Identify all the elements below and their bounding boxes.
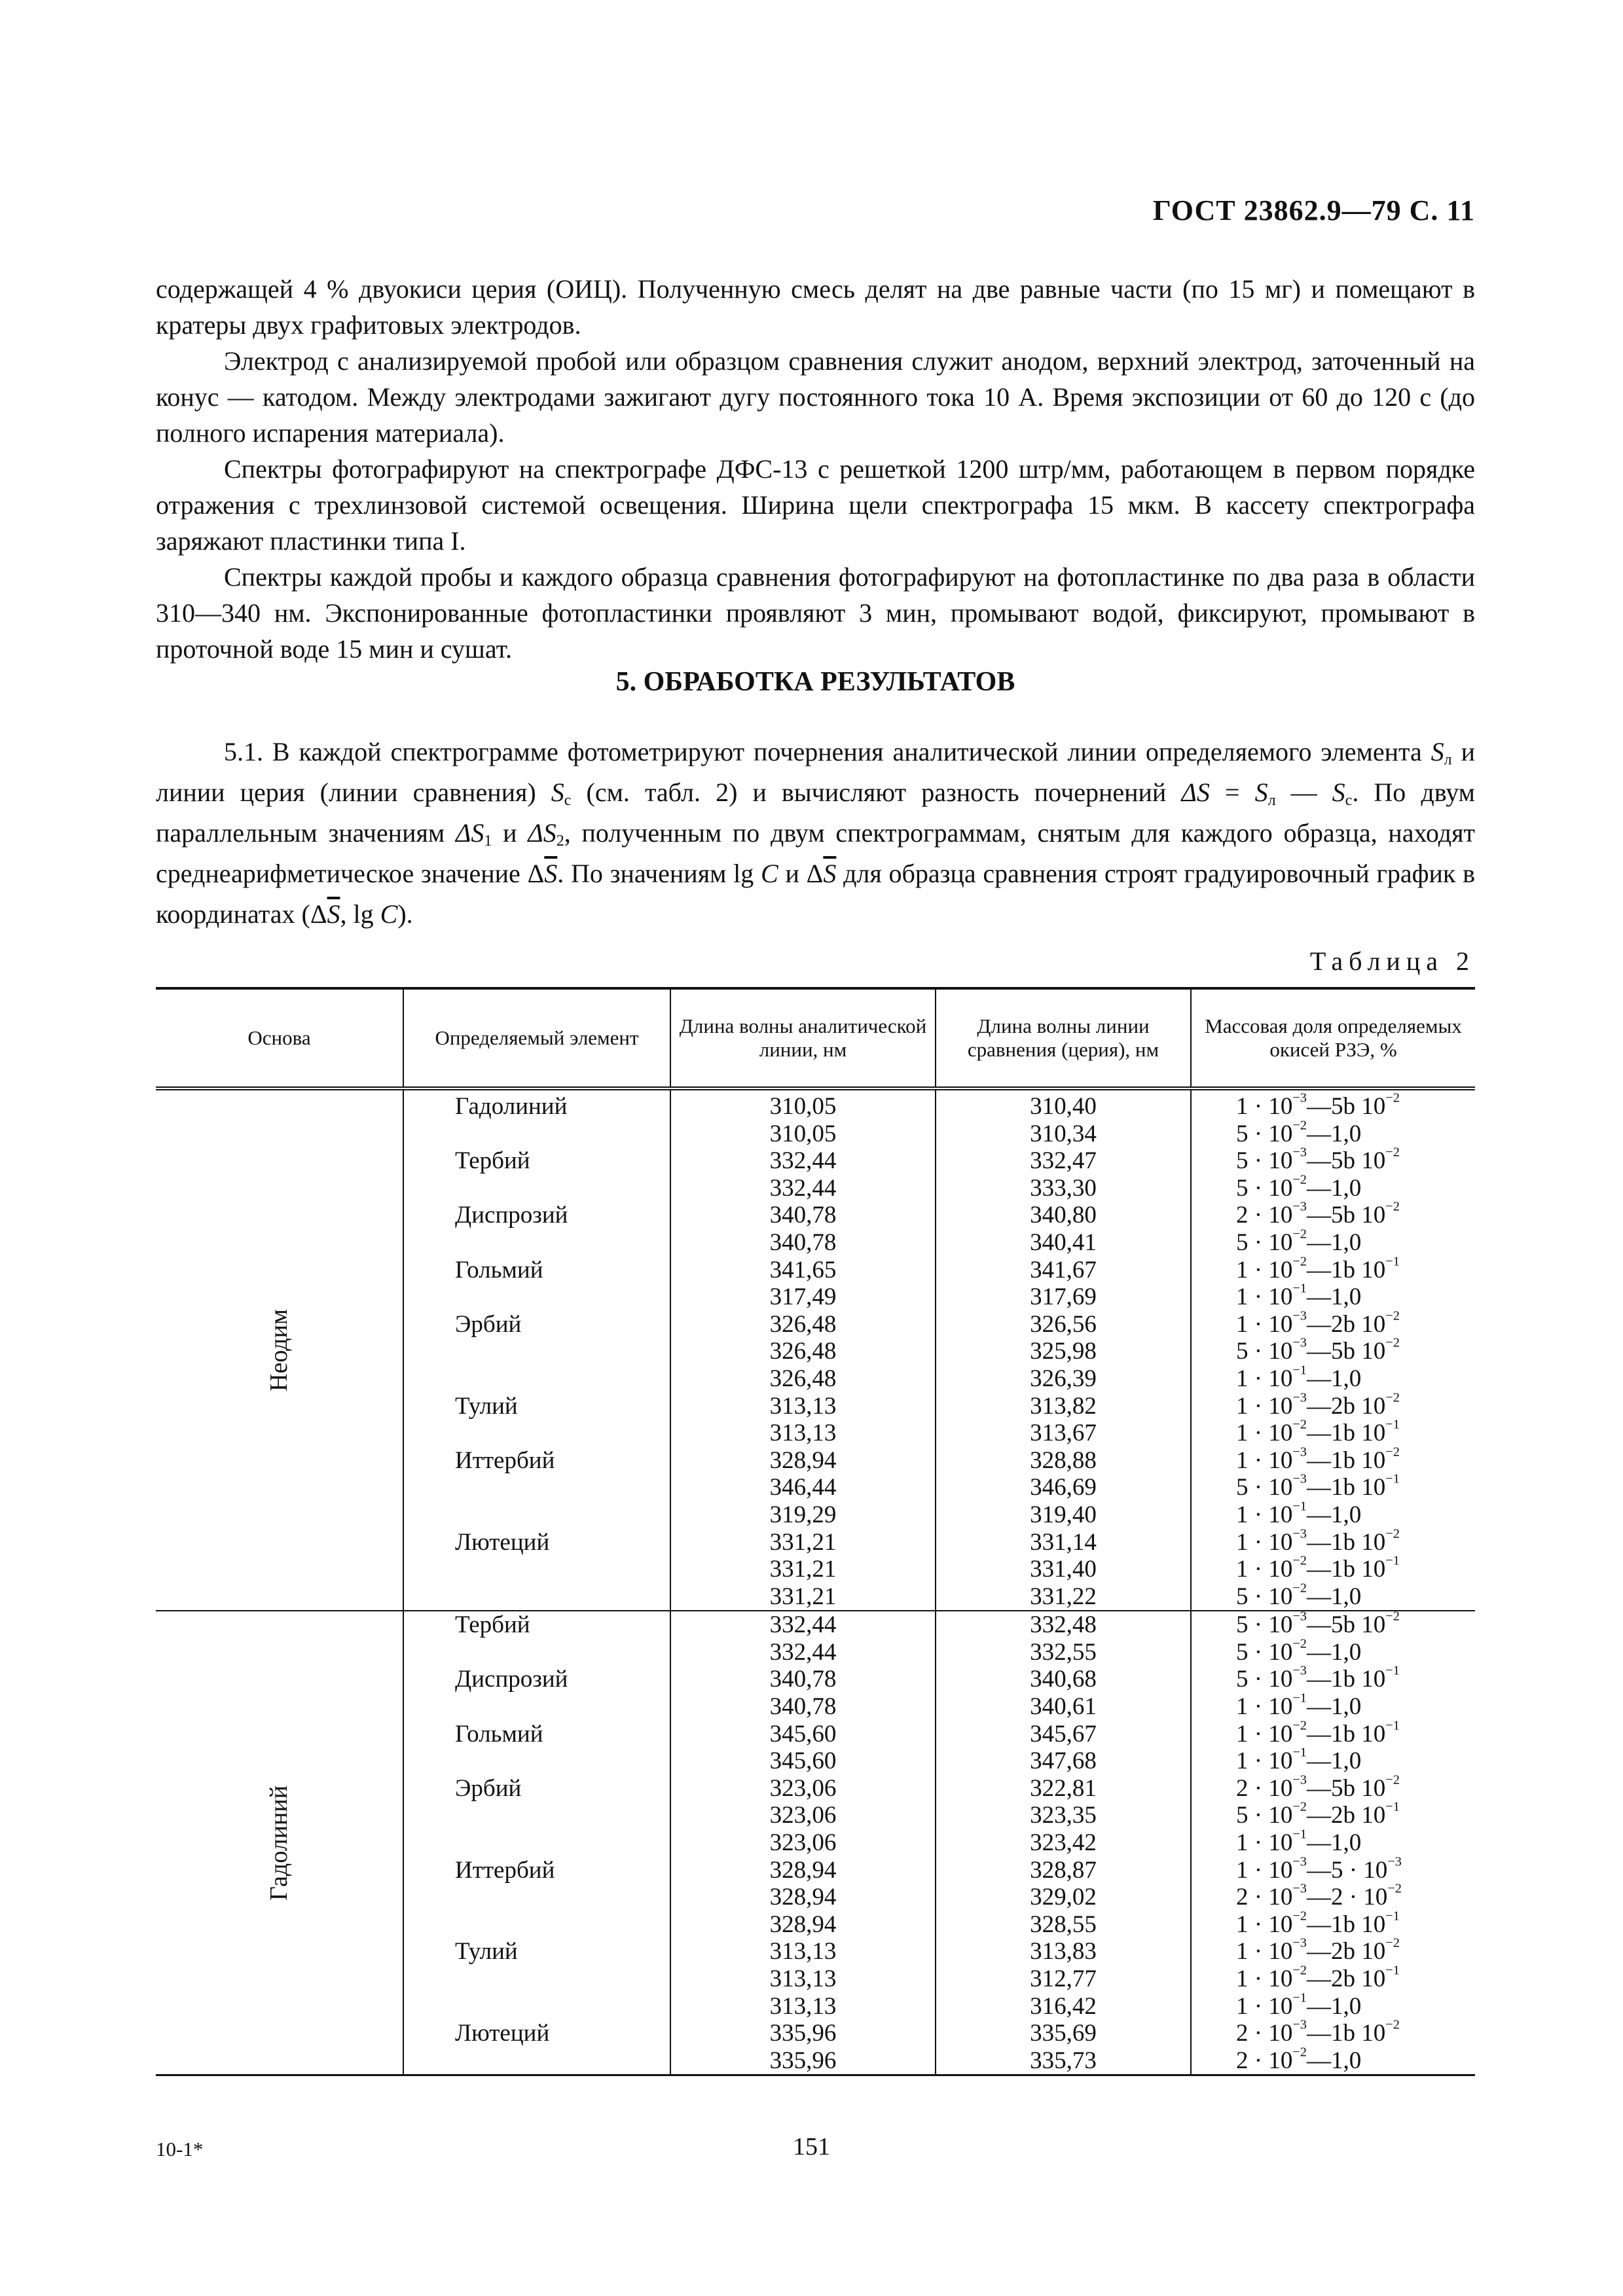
analytic-wavelength-column bbox=[670, 1611, 936, 2075]
mass-fraction: $1 \cdot 10^{-1}—1,0$ bbox=[1236, 1745, 1362, 1775]
reference-wavelength: 316,42 bbox=[1030, 1992, 1097, 2020]
analytic-wavelength: 328,94 bbox=[769, 1446, 837, 1474]
element-name bbox=[404, 1121, 670, 1148]
analytic-wavelength: 313,13 bbox=[769, 1420, 837, 1447]
base-cell bbox=[156, 1611, 403, 2075]
reference-wavelength: 322,81 bbox=[1030, 1774, 1097, 1802]
element-name bbox=[404, 1583, 670, 1611]
analytic-wavelength: 323,06 bbox=[769, 1829, 837, 1857]
element-name bbox=[404, 1748, 670, 1775]
table-header-row bbox=[156, 988, 1475, 1088]
table-caption: Таблица 2 bbox=[1309, 946, 1475, 976]
section-title: 5. ОБРАБОТКА РЕЗУЛЬТАТОВ bbox=[615, 667, 1015, 697]
analytic-wavelength-column bbox=[670, 1088, 936, 1611]
reference-wavelength: 317,69 bbox=[1030, 1283, 1097, 1311]
mass-fraction: $1 \cdot 10^{-3}—2b$ $10^{-2}$ bbox=[1236, 1308, 1400, 1338]
base-cell bbox=[156, 1088, 403, 1611]
element-name bbox=[404, 1175, 670, 1202]
analytic-wavelength: 313,13 bbox=[769, 1938, 837, 1965]
paragraph: Спектры фотографируют на спектрографе ДФС-13 с решеткой 1200 штр/мм, работающем в первом порядке отражения с трехлинзовой системой освещения. Ширина щели спектрографа 15 мкм. В кассету спектрографа заряжают пластинки типа I. bbox=[156, 454, 1475, 556]
element-name bbox=[404, 1829, 670, 1857]
element-name bbox=[404, 1283, 670, 1311]
element-name: Эрбий bbox=[455, 1774, 522, 1802]
analytic-wavelength: 345,60 bbox=[769, 1720, 837, 1748]
paragraph: Спектры каждой пробы и каждого образца сравнения фотографируют на фотопластинке по два раза в области 310—340 нм. Экспонированные фотопластинки проявляют 3 мин, промывают водой, фиксируют, промывают в проточной воде 15 мин и сушат. bbox=[156, 562, 1475, 664]
delta-s-bar: $\Delta\overline{S}$ bbox=[806, 859, 837, 888]
element-name: Гольмий bbox=[455, 1720, 543, 1748]
element-name bbox=[404, 1884, 670, 1911]
page-number: 151 bbox=[793, 2133, 830, 2161]
analytic-wavelength: 326,48 bbox=[769, 1365, 837, 1392]
mass-fraction: $1 \cdot 10^{-2}—1b$ $10^{-1}$ bbox=[1236, 1254, 1400, 1283]
mass-fraction: $1 \cdot 10^{-1}—1,0$ bbox=[1236, 1990, 1362, 2020]
mass-fraction: $1 \cdot 10^{-2}—1b$ $10^{-1}$ bbox=[1236, 1553, 1400, 1583]
mass-fraction: $1 \cdot 10^{-2}—1b$ $10^{-1}$ bbox=[1236, 1909, 1400, 1938]
mass-fraction: $1 \cdot 10^{-2}—1b$ $10^{-1}$ bbox=[1236, 1417, 1400, 1447]
mass-fraction: $5 \cdot 10^{-3}—1b$ $10^{-1}$ bbox=[1236, 1472, 1400, 1501]
header-mass-fraction: Массовая доля определяемых окисей РЗЭ, % bbox=[1191, 988, 1475, 1088]
element-name bbox=[404, 1229, 670, 1257]
analytic-wavelength: 328,94 bbox=[769, 1910, 837, 1938]
element-name: Тербий bbox=[455, 1147, 530, 1175]
reference-wavelength: 326,39 bbox=[1030, 1365, 1097, 1392]
reference-wavelength: 335,69 bbox=[1030, 2020, 1097, 2047]
reference-wavelength: 331,40 bbox=[1030, 1556, 1097, 1583]
mass-fraction: $5 \cdot 10^{-3}—5b$ $10^{-2}$ bbox=[1236, 1145, 1400, 1175]
analytic-wavelength: 340,78 bbox=[769, 1229, 837, 1256]
analytic-wavelength: 328,94 bbox=[769, 1856, 837, 1884]
element-name: Гольмий bbox=[455, 1256, 543, 1283]
reference-wavelength: 312,77 bbox=[1030, 1965, 1097, 1992]
mass-fraction: $5 \cdot 10^{-2}—1,0$ bbox=[1236, 1118, 1362, 1147]
mass-fraction: $2 \cdot 10^{-3}—5b$ $10^{-2}$ bbox=[1236, 1772, 1400, 1802]
delta-s-bar: $\Delta\overline{S}$ bbox=[527, 859, 558, 888]
element-name-column bbox=[403, 1611, 670, 2075]
reference-wavelength: 341,67 bbox=[1030, 1256, 1097, 1283]
mass-fraction: $1 \cdot 10^{-1}—1,0$ bbox=[1236, 1691, 1362, 1721]
mass-fraction: $1 \cdot 10^{-2}—2b$ $10^{-1}$ bbox=[1236, 1963, 1400, 1992]
element-name bbox=[404, 1965, 670, 1993]
reference-wavelength: 340,68 bbox=[1030, 1666, 1097, 1693]
data-table bbox=[156, 987, 1475, 2076]
analytic-wavelength: 331,21 bbox=[769, 1528, 837, 1556]
element-name: Диспрозий bbox=[455, 1666, 568, 1693]
reference-wavelength: 313,82 bbox=[1030, 1392, 1097, 1420]
element-name: Иттербий bbox=[455, 1856, 555, 1884]
mass-fraction: $1 \cdot 10^{-1}—1,0$ bbox=[1236, 1499, 1362, 1528]
analytic-wavelength: 345,60 bbox=[769, 1748, 837, 1775]
mass-fraction: $5 \cdot 10^{-3}—1b$ $10^{-1}$ bbox=[1236, 1664, 1400, 1693]
analytic-wavelength: 332,44 bbox=[769, 1611, 837, 1639]
element-name: Эрбий bbox=[455, 1310, 522, 1338]
mass-fraction: $5 \cdot 10^{-2}—1,0$ bbox=[1236, 1227, 1362, 1256]
reference-wavelength: 340,80 bbox=[1030, 1202, 1097, 1229]
analytic-wavelength: 332,44 bbox=[769, 1174, 837, 1202]
body-text bbox=[156, 271, 1475, 667]
element-name bbox=[404, 1802, 670, 1829]
element-name: Лютеций bbox=[455, 2020, 550, 2047]
analytic-wavelength: 319,29 bbox=[769, 1501, 837, 1528]
delta-s-bar: $\Delta\overline{S}$ bbox=[310, 899, 340, 929]
mass-fraction: $1 \cdot 10^{-1}—1,0$ bbox=[1236, 1363, 1362, 1392]
mass-fraction: $5 \cdot 10^{-3}—5b$ $10^{-2}$ bbox=[1236, 1609, 1400, 1639]
element-name: Тулий bbox=[455, 1938, 518, 1965]
analytic-wavelength: 328,94 bbox=[769, 1884, 837, 1911]
analytic-wavelength: 340,78 bbox=[769, 1666, 837, 1693]
element-name: Лютеций bbox=[455, 1528, 550, 1556]
mass-fraction: $1 \cdot 10^{-3}—2b$ $10^{-2}$ bbox=[1236, 1390, 1400, 1420]
element-name bbox=[404, 1501, 670, 1529]
reference-wavelength: 313,67 bbox=[1030, 1420, 1097, 1447]
footer-mark: 10-1* bbox=[156, 2138, 204, 2161]
reference-wavelength-column bbox=[936, 1611, 1191, 2075]
mass-fraction: $1 \cdot 10^{-3}—1b$ $10^{-2}$ bbox=[1236, 1444, 1400, 1474]
mass-fraction: $5 \cdot 10^{-2}—1,0$ bbox=[1236, 1636, 1362, 1666]
reference-wavelength: 326,56 bbox=[1030, 1310, 1097, 1338]
mass-fraction: $1 \cdot 10^{-2}—1b$ $10^{-1}$ bbox=[1236, 1718, 1400, 1748]
analytic-wavelength: 310,05 bbox=[769, 1120, 837, 1147]
analytic-wavelength: 323,06 bbox=[769, 1774, 837, 1802]
reference-wavelength: 331,14 bbox=[1030, 1528, 1097, 1556]
paragraph-5-1: 5.1. В каждой спектрограмме фотометрируют почернения аналитической линии определяемого элемента $S_л$ и линии церия (линии сравнения) $S_с$ (см. табл. 2) и вычисляют разность почернений $\Delta S = S_л$ — $S_с$. По двум параллельным значениям $\Delta S_1$ и $\Delta S_2$, полученным по двум спектрограммам, снятым для каждого образца, находят среднеарифметическое значение $\Delta\overline{S}$. По значениям lg C и $\Delta\overline{S}$ для образца сравнения строят градуировочный график в координатах ($\Delta\overline{S}$, lg C). bbox=[156, 737, 1475, 929]
reference-wavelength-column bbox=[936, 1088, 1191, 1611]
mass-fraction: $1 \cdot 10^{-3}—5 \cdot 10^{-3}$ bbox=[1236, 1854, 1402, 1884]
analytic-wavelength: 313,13 bbox=[769, 1965, 837, 1992]
reference-wavelength: 328,55 bbox=[1030, 1910, 1097, 1938]
mass-fraction: $5 \cdot 10^{-2}—1,0$ bbox=[1236, 1581, 1362, 1610]
analytic-wavelength: 313,13 bbox=[769, 1392, 837, 1420]
mass-fraction: $1 \cdot 10^{-1}—1,0$ bbox=[1236, 1827, 1362, 1857]
element-name-column bbox=[403, 1088, 670, 1611]
analytic-wavelength: 331,21 bbox=[769, 1556, 837, 1583]
reference-wavelength: 328,88 bbox=[1030, 1446, 1097, 1474]
element-name: Тулий bbox=[455, 1392, 518, 1420]
reference-wavelength: 329,02 bbox=[1030, 1884, 1097, 1911]
mass-fraction: $2 \cdot 10^{-3}—5b$ $10^{-2}$ bbox=[1236, 1200, 1400, 1229]
mass-fraction: $1 \cdot 10^{-3}—2b$ $10^{-2}$ bbox=[1236, 1936, 1400, 1965]
element-name bbox=[404, 2047, 670, 2075]
element-name: Иттербий bbox=[455, 1446, 555, 1474]
analytic-wavelength: 335,96 bbox=[769, 2020, 837, 2047]
analytic-wavelength: 346,44 bbox=[769, 1474, 837, 1501]
header-analytic-wavelength: Длина волны аналитической линии, нм bbox=[670, 988, 936, 1088]
analytic-wavelength: 340,78 bbox=[769, 1693, 837, 1721]
analytic-wavelength: 332,44 bbox=[769, 1638, 837, 1666]
mass-fraction: $2 \cdot 10^{-3}—2 \cdot 10^{-2}$ bbox=[1236, 1881, 1402, 1911]
reference-wavelength: 340,61 bbox=[1030, 1693, 1097, 1721]
analytic-wavelength: 313,13 bbox=[769, 1992, 837, 2020]
mass-fraction: $5 \cdot 10^{-2}—1,0$ bbox=[1236, 1172, 1362, 1202]
reference-wavelength: 328,87 bbox=[1030, 1856, 1097, 1884]
paragraph: содержащей 4 % двуокиси церия (ОИЦ). Полученную смесь делят на две равные части (по 15 мг) и помещают в кратеры двух графитовых электродов. bbox=[156, 274, 1475, 340]
mass-fraction: $1 \cdot 10^{-1}—1,0$ bbox=[1236, 1281, 1362, 1311]
reference-wavelength: 310,40 bbox=[1030, 1093, 1097, 1120]
paragraph: Электрод с анализируемой пробой или образцом сравнения служит анодом, верхний электрод, заточенный на конус — катодом. Между электродами зажигают дугу постоянного тока 10 А. Время экспозиции от 60 до 120 с (до полного испарения материала). bbox=[156, 346, 1475, 448]
mass-fraction: $5 \cdot 10^{-2}—2b$ $10^{-1}$ bbox=[1236, 1800, 1400, 1829]
header-element: Определяемый элемент bbox=[403, 988, 670, 1088]
element-name bbox=[404, 1639, 670, 1666]
analytic-wavelength: 310,05 bbox=[769, 1093, 837, 1120]
header-reference-wavelength: Длина волны линии сравнения (церия), нм bbox=[936, 988, 1191, 1088]
reference-wavelength: 332,55 bbox=[1030, 1638, 1097, 1666]
analytic-wavelength: 340,78 bbox=[769, 1202, 837, 1229]
table-group-row bbox=[156, 1611, 1475, 2075]
analytic-wavelength: 317,49 bbox=[769, 1283, 837, 1311]
reference-wavelength: 323,42 bbox=[1030, 1829, 1097, 1857]
element-name bbox=[404, 1420, 670, 1447]
reference-wavelength: 323,35 bbox=[1030, 1802, 1097, 1829]
mass-fraction: $2 \cdot 10^{-3}—1b$ $10^{-2}$ bbox=[1236, 2017, 1400, 2047]
reference-wavelength: 346,69 bbox=[1030, 1474, 1097, 1501]
analytic-wavelength: 326,48 bbox=[769, 1310, 837, 1338]
element-name bbox=[404, 1474, 670, 1501]
reference-wavelength: 325,98 bbox=[1030, 1338, 1097, 1365]
element-name: Гадолиний bbox=[455, 1093, 568, 1120]
analytic-wavelength: 323,06 bbox=[769, 1802, 837, 1829]
reference-wavelength: 340,41 bbox=[1030, 1229, 1097, 1256]
table-group-row bbox=[156, 1088, 1475, 1611]
reference-wavelength: 331,22 bbox=[1030, 1583, 1097, 1610]
analytic-wavelength: 335,96 bbox=[769, 2047, 837, 2074]
reference-wavelength: 347,68 bbox=[1030, 1748, 1097, 1775]
base-label: Гадолиний bbox=[264, 1785, 293, 1901]
element-name bbox=[404, 1993, 670, 2020]
reference-wavelength: 313,83 bbox=[1030, 1938, 1097, 1965]
element-name bbox=[404, 1338, 670, 1365]
reference-wavelength: 333,30 bbox=[1030, 1174, 1097, 1202]
analytic-wavelength: 326,48 bbox=[769, 1338, 837, 1365]
base-label: Неодим bbox=[264, 1309, 293, 1392]
element-name bbox=[404, 1365, 670, 1393]
analytic-wavelength: 331,21 bbox=[769, 1583, 837, 1610]
mass-fraction: $5 \cdot 10^{-3}—5b$ $10^{-2}$ bbox=[1236, 1336, 1400, 1365]
analytic-wavelength: 332,44 bbox=[769, 1147, 837, 1175]
element-name bbox=[404, 1693, 670, 1721]
mass-fraction: $1 \cdot 10^{-3}—1b$ $10^{-2}$ bbox=[1236, 1526, 1400, 1556]
reference-wavelength: 332,47 bbox=[1030, 1147, 1097, 1175]
element-name bbox=[404, 1911, 670, 1939]
mass-fraction-column bbox=[1191, 1088, 1475, 1611]
analytic-wavelength: 341,65 bbox=[769, 1256, 837, 1283]
header-base: Основа bbox=[156, 988, 403, 1088]
reference-wavelength: 345,67 bbox=[1030, 1720, 1097, 1748]
element-name: Диспрозий bbox=[455, 1202, 568, 1229]
element-name bbox=[404, 1556, 670, 1583]
mass-fraction: $1 \cdot 10^{-3}—5b$ $10^{-2}$ bbox=[1236, 1090, 1400, 1120]
mass-fraction-column bbox=[1191, 1611, 1475, 2075]
reference-wavelength: 310,34 bbox=[1030, 1120, 1097, 1147]
page-header: ГОСТ 23862.9—79 С. 11 bbox=[1152, 194, 1475, 226]
element-name: Тербий bbox=[455, 1611, 530, 1639]
mass-fraction: $2 \cdot 10^{-2}—1,0$ bbox=[1236, 2045, 1362, 2074]
reference-wavelength: 332,48 bbox=[1030, 1611, 1097, 1639]
reference-wavelength: 319,40 bbox=[1030, 1501, 1097, 1528]
reference-wavelength: 335,73 bbox=[1030, 2047, 1097, 2074]
